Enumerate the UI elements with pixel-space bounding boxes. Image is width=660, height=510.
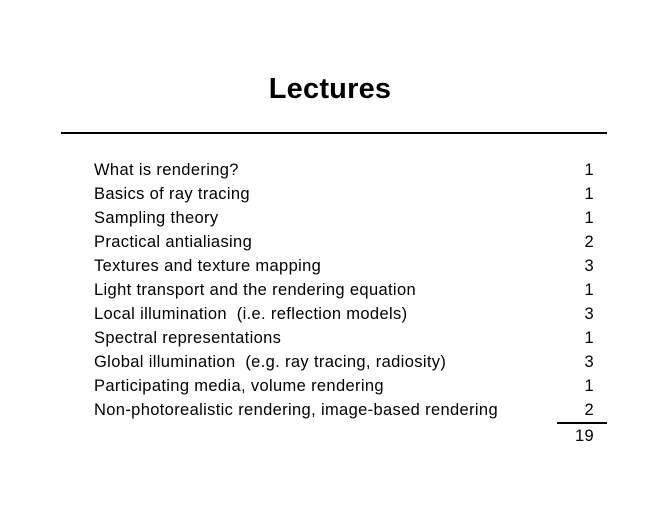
lecture-topic: Light transport and the rendering equation — [94, 281, 417, 299]
lecture-row — [94, 374, 594, 398]
lecture-topic: Participating media, volume rendering — [94, 377, 384, 395]
lecture-row — [94, 230, 594, 254]
lecture-count: 1 — [584, 377, 594, 395]
lecture-count: 1 — [584, 185, 594, 203]
lecture-count: 2 — [584, 401, 594, 419]
lecture-count: 1 — [584, 329, 594, 347]
lecture-count: 3 — [584, 353, 594, 371]
lecture-topic: What is rendering? — [94, 161, 239, 179]
lecture-count: 1 — [584, 161, 594, 179]
lecture-topic: Spectral representations — [94, 329, 282, 347]
lecture-count: 2 — [584, 233, 594, 251]
lecture-row — [94, 302, 594, 326]
lecture-row — [94, 206, 594, 230]
title-divider — [61, 132, 607, 134]
lecture-count: 3 — [584, 257, 594, 275]
lecture-row — [94, 278, 594, 302]
lecture-topic: Local illumination (i.e. reflection models) — [94, 305, 408, 323]
lecture-topic: Textures and texture mapping — [94, 257, 322, 275]
slide-title: Lectures — [268, 73, 392, 105]
lecture-row — [94, 326, 594, 350]
lecture-row — [94, 158, 594, 182]
lecture-count: 1 — [584, 281, 594, 299]
lecture-count: 1 — [584, 209, 594, 227]
lecture-row — [94, 254, 594, 278]
lecture-list — [94, 158, 594, 422]
lecture-row — [94, 350, 594, 374]
total-count: 19 — [574, 427, 594, 445]
lecture-topic: Basics of ray tracing — [94, 185, 250, 203]
lecture-row — [94, 182, 594, 206]
lecture-topic: Sampling theory — [94, 209, 219, 227]
lecture-topic: Practical antialiasing — [94, 233, 253, 251]
lecture-topic: Non-photorealistic rendering, image-based rendering — [94, 401, 498, 419]
lecture-topic: Global illumination (e.g. ray tracing, radiosity) — [94, 353, 447, 371]
lecture-row — [94, 398, 594, 422]
lecture-count: 3 — [584, 305, 594, 323]
